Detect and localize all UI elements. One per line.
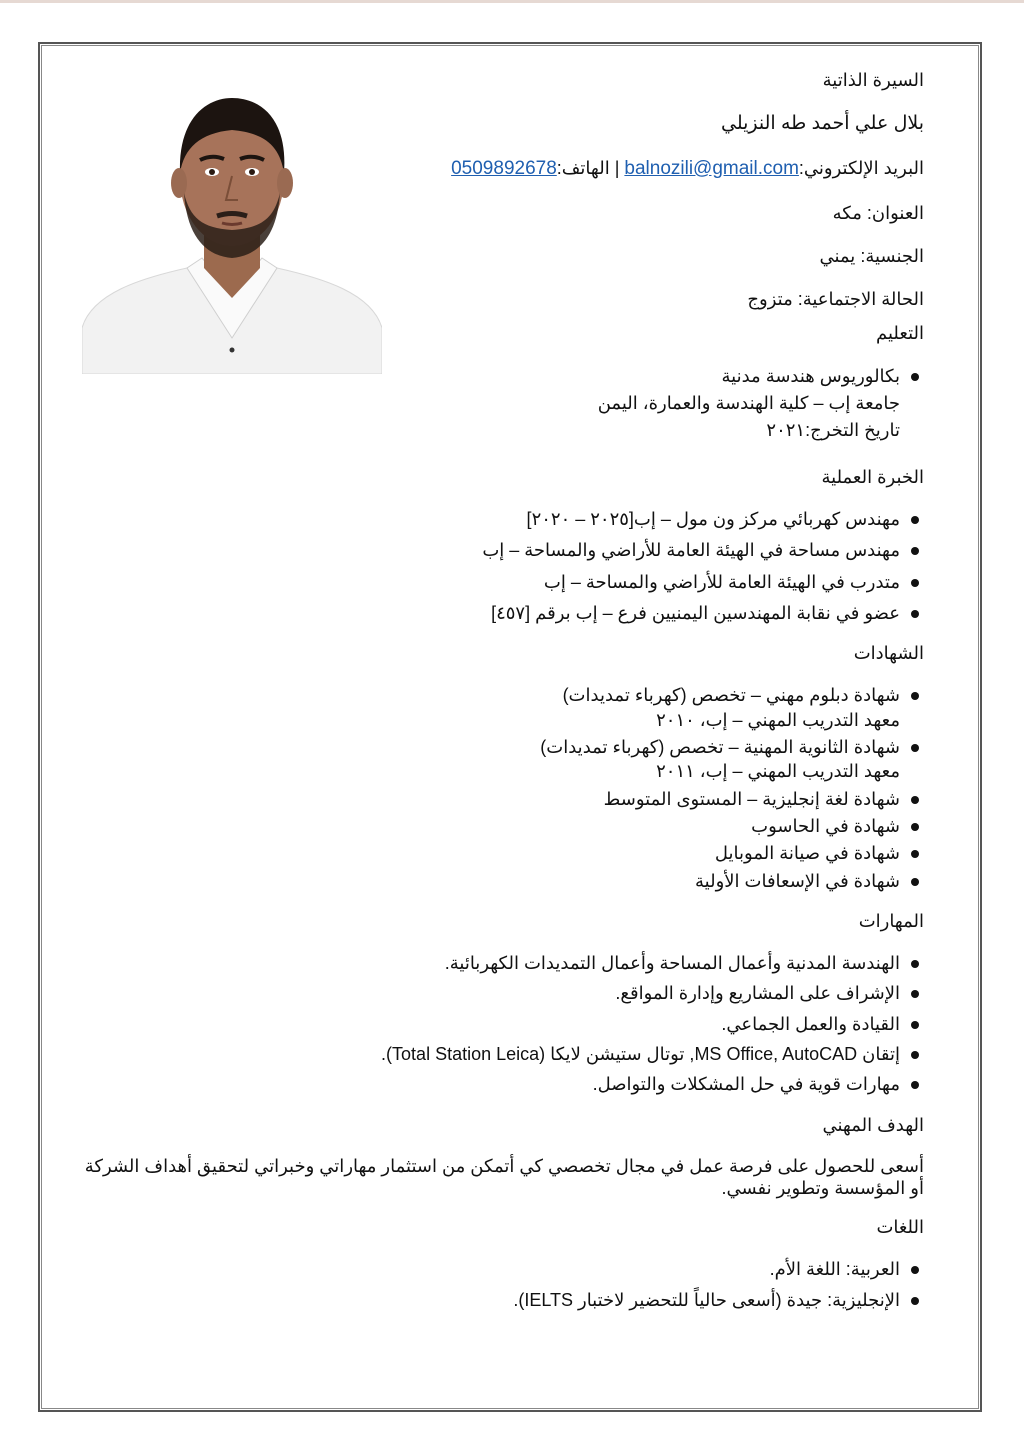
objective-heading: الهدف المهني bbox=[822, 1114, 924, 1135]
email-link[interactable]: balnozili@gmail.com bbox=[624, 157, 799, 179]
resume-content bbox=[80, 68, 924, 1320]
language-item: الإنجليزية: جيدة (أسعى حالياً للتحضير لاختبار IELTS). bbox=[80, 1288, 900, 1312]
certificate-text: شهادة الثانوية المهنية – تخصص (كهرباء تمديدات) bbox=[540, 737, 900, 758]
skills-heading: المهارات bbox=[858, 910, 924, 931]
skill-item: القيادة والعمل الجماعي. bbox=[80, 1012, 900, 1036]
top-edge-line bbox=[0, 0, 1024, 3]
certificate-item: شهادة لغة إنجليزية – المستوى المتوسط bbox=[80, 787, 900, 811]
phone-label: الهاتف: bbox=[556, 157, 610, 178]
email-label: البريد الإلكتروني: bbox=[798, 157, 924, 178]
address: العنوان: مكه bbox=[832, 202, 924, 223]
full-name: بلال علي أحمد طه النزيلي bbox=[721, 113, 924, 135]
resume-title: السيرة الذاتية bbox=[822, 70, 924, 90]
experience-list bbox=[80, 507, 924, 625]
experience-item: عضو في نقابة المهندسين اليمنيين فرع – إب برقم [٤٥٧] bbox=[80, 601, 900, 625]
skill-item: مهارات قوية في حل المشكلات والتواصل. bbox=[80, 1072, 900, 1096]
languages-list bbox=[80, 1257, 924, 1313]
skill-item: إتقان MS Office, AutoCAD, توتال ستيشن لايكا (Total Station Leica). bbox=[80, 1042, 900, 1066]
certificate-sub: معهد التدريب المهني – إب، ٢٠١٠ bbox=[656, 709, 900, 730]
certificate-item: شهادة في صيانة الموبايل bbox=[80, 841, 900, 865]
phone-link[interactable]: 0509892678 bbox=[451, 157, 557, 179]
languages-heading: اللغات bbox=[876, 1216, 924, 1237]
certificate-item bbox=[80, 683, 900, 732]
graduation-date: تاريخ التخرج:٢٠٢١ bbox=[766, 420, 900, 441]
skills-list bbox=[80, 951, 924, 1096]
objective-text: أسعى للحصول على فرصة عمل في مجال تخصصي كي أتمكن من استثمار مهاراتي وخبراتي لتحقيق أهداف الشركة أو المؤسسة وتطوير نفسي. bbox=[84, 1155, 924, 1199]
university: جامعة إب – كلية الهندسة والعمارة، اليمن bbox=[597, 393, 900, 414]
skill-item: الإشراف على المشاريع وإدارة المواقع. bbox=[80, 981, 900, 1005]
certificates-list bbox=[80, 683, 924, 892]
certificate-item: شهادة في الحاسوب bbox=[80, 814, 900, 838]
certificates-heading: الشهادات bbox=[853, 643, 924, 664]
degree: بكالوريوس هندسة مدنية bbox=[721, 365, 900, 386]
language-item: العربية: اللغة الأم. bbox=[80, 1257, 900, 1281]
certificate-sub: معهد التدريب المهني – إب، ٢٠١١ bbox=[656, 761, 900, 782]
education-item bbox=[80, 364, 900, 443]
experience-heading: الخبرة العملية bbox=[821, 466, 924, 487]
experience-item: مهندس مساحة في الهيئة العامة للأراضي والمساحة – إب bbox=[80, 538, 900, 562]
experience-item: مهندس كهربائي مركز ون مول – إب[٢٠٢٥ – ٢٠٢٠] bbox=[80, 507, 900, 531]
education-list bbox=[80, 364, 924, 443]
nationality: الجنسية: يمني bbox=[819, 245, 924, 266]
skill-item: الهندسة المدنية وأعمال المساحة وأعمال التمديدات الكهربائية. bbox=[80, 951, 900, 975]
marital-status: الحالة الاجتماعية: متزوج bbox=[747, 289, 924, 310]
certificate-item: شهادة في الإسعافات الأولية bbox=[80, 869, 900, 893]
contact-separator: | bbox=[609, 157, 625, 178]
contact-line bbox=[80, 156, 924, 182]
experience-item: متدرب في الهيئة العامة للأراضي والمساحة – إب bbox=[80, 570, 900, 594]
certificate-text: شهادة دبلوم مهني – تخصص (كهرباء تمديدات) bbox=[562, 685, 900, 706]
certificate-item bbox=[80, 735, 900, 784]
education-heading: التعليم bbox=[876, 323, 924, 344]
